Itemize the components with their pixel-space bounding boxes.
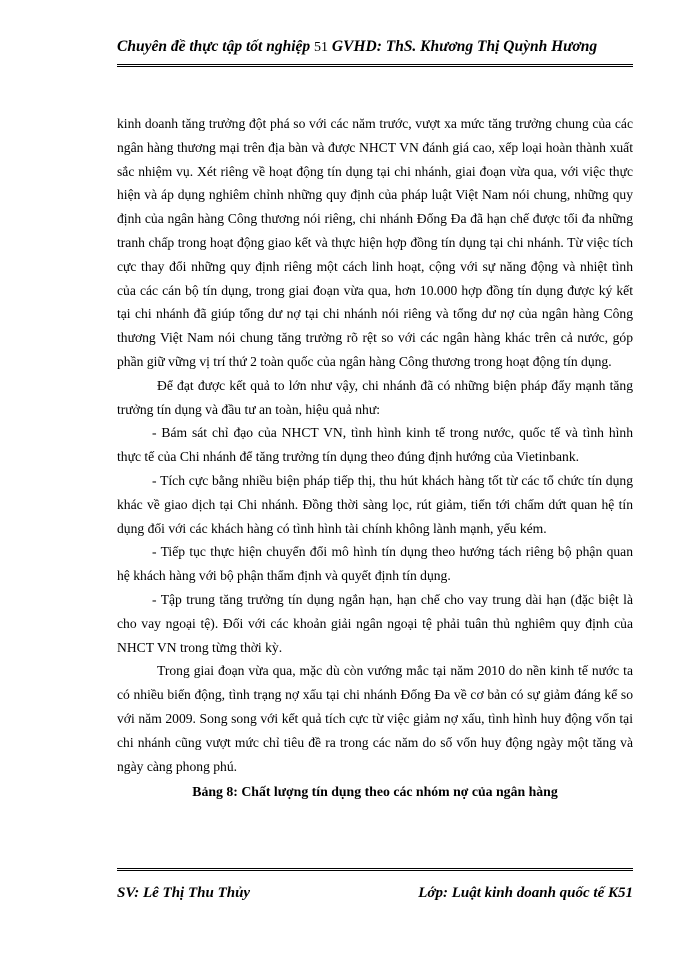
table-caption: Bảng 8: Chất lượng tín dụng theo các nhóm nợ của ngân hàng (192, 784, 558, 800)
student-name: SV: Lê Thị Thu Thủy (117, 885, 251, 901)
class-name: Lớp: Luật kinh doanh quốc tế K51 (418, 885, 633, 901)
body-paragraph: Để đạt được kết quả to lớn như vậy, chi nhánh đã có những biện pháp đẩy mạnh tăng trưởng tín dụng và đầu tư an toàn, hiệu quả như: (117, 377, 633, 417)
bullet-item: - Tích cực bằng nhiều biện pháp tiếp thị, thu hút khách hàng tốt từ các tổ chức tín dụng khác về giao dịch tại Chi nhánh. Đồng thời sàng lọc, rút giảm, tiến tới chấm dứt quan hệ tín dụng đối với các khách hàng có tình hình tài chính không lành mạnh, yếu kém. (117, 472, 633, 536)
page-header (117, 38, 633, 67)
page-number: 51 (314, 40, 329, 55)
body-paragraph: kinh doanh tăng trưởng đột phá so với các năm trước, vượt xa mức tăng trưởng chung của các ngân hàng thương mại trên địa bàn và được NHCT VN đánh giá cao, xếp loại hoàn thành xuất sắc nhiệm vụ. Xét riêng về hoạt động tín dụng tại chi nhánh, giai đoạn vừa qua, với việc thực hiện và áp dụng nghiêm chỉnh những quy định của pháp luật Việt Nam nói chung, những quy định của ngân hàng Công thương nói riêng, chi nhánh Đống Đa đã hạn chế được tối đa những tranh chấp trong hoạt động giao kết và thực hiện hợp đồng tín dụng tại chi nhánh. Từ việc tích cực thay đổi những quy định riêng một cách linh hoạt, cộng với sự năng động và nhiệt tình của các cán bộ tín dụng, trong giai đoạn vừa qua, hơn 10.000 hợp đồng tín dụng được ký kết tại chi nhánh đã giúp tổng dư nợ tại chi nhánh nói riêng và tổng dư nợ của ngân hàng Công thương Việt Nam nói chung tăng trưởng rõ rệt so với các ngân hàng khác trên cả nước, góp phần giữ vững vị trí thứ 2 toàn quốc của ngân hàng Công thương trong hoạt động tín dụng. (117, 116, 633, 369)
body-paragraph: Trong giai đoạn vừa qua, mặc dù còn vướng mắc tại năm 2010 do nền kinh tế nước ta có nhiều biến động, tình trạng nợ xấu tại chi nhánh Đống Đa về cơ bản có sự giảm đáng kể so với năm 2009. Song song với kết quả tích cực từ việc giảm nợ xấu, tình hình huy động vốn tại chi nhánh cũng vượt mức chỉ tiêu đề ra trong các năm do số vốn huy động ngày một tăng và ngày càng phong phú. (117, 663, 633, 774)
bullet-item: - Tập trung tăng trưởng tín dụng ngắn hạn, hạn chế cho vay trung dài hạn (đặc biệt là cho vay ngoại tệ). Đối với các khoản giải ngân ngoại tệ phải tuân thủ nghiêm quy định của NHCT VN trong từng thời kỳ. (117, 591, 633, 655)
supervisor-name: GVHD: ThS. Khương Thị Quỳnh Hương (331, 38, 598, 55)
bullet-item: - Tiếp tục thực hiện chuyển đổi mô hình tín dụng theo hướng tách riêng bộ phận quan hệ khách hàng với bộ phận thẩm định và quyết định tín dụng. (117, 544, 633, 584)
document-title: Chuyên đề thực tập tốt nghiệp (117, 38, 311, 55)
bullet-item: - Bám sát chỉ đạo của NHCT VN, tình hình kinh tế trong nước, quốc tế và tình hình thực tế của Chi nhánh để tăng trưởng tín dụng theo đúng định hướng của Vietinbank. (117, 425, 633, 465)
page-body (117, 112, 633, 804)
page-footer (117, 868, 633, 911)
